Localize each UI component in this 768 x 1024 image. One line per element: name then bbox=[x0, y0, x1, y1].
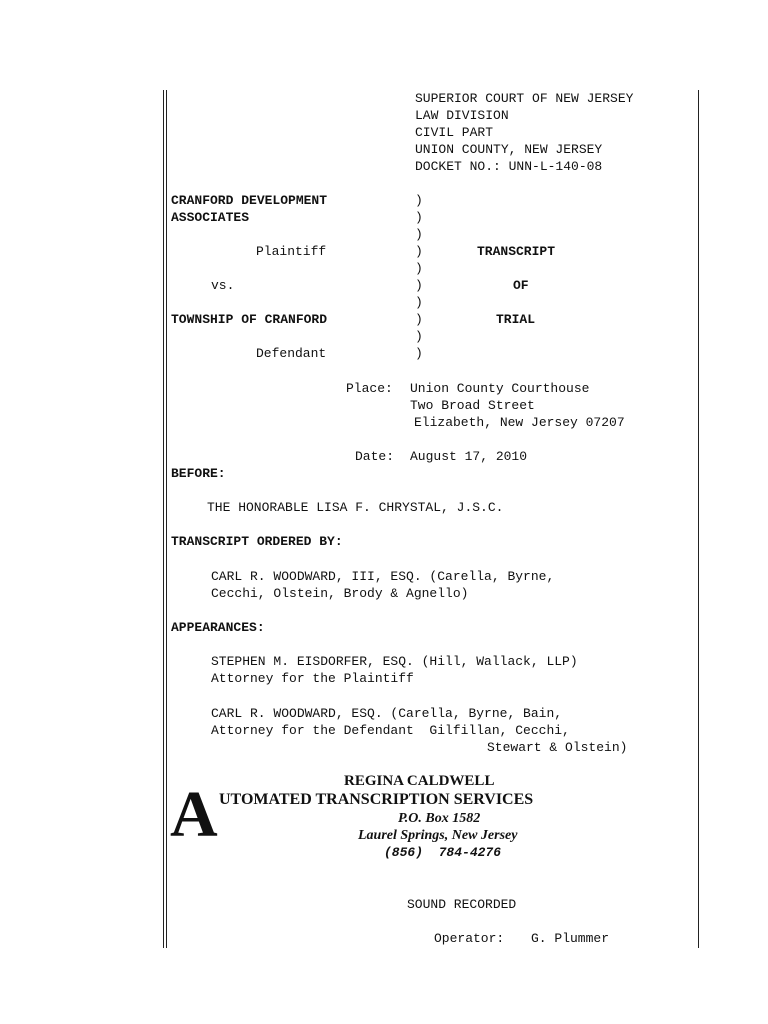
right-margin-rule bbox=[698, 90, 699, 948]
left-margin-rule-inner bbox=[166, 90, 167, 948]
defendant-role: Defendant bbox=[256, 346, 327, 361]
caption-paren: ) bbox=[415, 295, 423, 310]
place-line-1: Union County Courthouse bbox=[410, 381, 590, 396]
court-part: CIVIL PART bbox=[415, 125, 494, 140]
caption-paren: ) bbox=[415, 346, 423, 361]
caption-paren: ) bbox=[415, 312, 423, 327]
plaintiff-name-cont: ASSOCIATES bbox=[171, 210, 250, 225]
ordered-line-1: CARL R. WOODWARD, III, ESQ. (Carella, Byrne, bbox=[211, 569, 555, 584]
docket-number: DOCKET NO.: UNN-L-140-08 bbox=[415, 159, 603, 174]
caption-paren: ) bbox=[415, 261, 423, 276]
plaintiff-role: Plaintiff bbox=[256, 244, 327, 259]
agency-pobox: P.O. Box 1582 bbox=[398, 811, 481, 826]
court-division: LAW DIVISION bbox=[415, 108, 509, 123]
place-label: Place: bbox=[346, 381, 393, 396]
ordered-heading: TRANSCRIPT ORDERED BY: bbox=[171, 534, 343, 549]
before-heading: BEFORE: bbox=[171, 466, 226, 481]
caption-paren: ) bbox=[415, 227, 423, 242]
court-name: SUPERIOR COURT OF NEW JERSEY bbox=[415, 91, 634, 106]
agency-title: UTOMATED TRANSCRIPTION SERVICES bbox=[219, 791, 534, 808]
appearance-defendant-line-1: CARL R. WOODWARD, ESQ. (Carella, Byrne, Bain, bbox=[211, 706, 563, 721]
date-label: Date: bbox=[355, 449, 395, 464]
defendant-name: TOWNSHIP OF CRANFORD bbox=[171, 312, 328, 327]
agency-city: Laurel Springs, New Jersey bbox=[358, 828, 518, 843]
appearance-defendant-line-3: Stewart & Olstein) bbox=[487, 740, 628, 755]
date-value: August 17, 2010 bbox=[410, 449, 528, 464]
sound-recorded: SOUND RECORDED bbox=[407, 897, 517, 912]
left-margin-rule-outer bbox=[163, 90, 164, 948]
ordered-line-2: Cecchi, Olstein, Brody & Agnello) bbox=[211, 586, 469, 601]
appearance-plaintiff-line-1: STEPHEN M. EISDORFER, ESQ. (Hill, Wallack, LLP) bbox=[211, 654, 578, 669]
caption-paren: ) bbox=[415, 278, 423, 293]
appearance-defendant-line-2: Attorney for the Defendant Gilfillan, Cecchi, bbox=[211, 723, 570, 738]
agency-phone: (856) 784-4276 bbox=[384, 845, 502, 860]
agency-owner: REGINA CALDWELL bbox=[344, 773, 495, 789]
appearances-heading: APPEARANCES: bbox=[171, 620, 265, 635]
place-line-2: Two Broad Street bbox=[410, 398, 535, 413]
operator-name: G. Plummer bbox=[531, 931, 610, 946]
place-line-3: Elizabeth, New Jersey 07207 bbox=[414, 415, 625, 430]
operator-label: Operator: bbox=[434, 931, 505, 946]
versus: vs. bbox=[211, 278, 235, 293]
caption-paren: ) bbox=[415, 244, 423, 259]
title-transcript: TRANSCRIPT bbox=[477, 244, 556, 259]
title-trial: TRIAL bbox=[496, 312, 536, 327]
agency-logo-letter: A bbox=[170, 778, 218, 851]
court-county: UNION COUNTY, NEW JERSEY bbox=[415, 142, 603, 157]
judge-name: THE HONORABLE LISA F. CHRYSTAL, J.S.C. bbox=[207, 500, 504, 515]
title-of: OF bbox=[513, 278, 529, 293]
caption-paren: ) bbox=[415, 329, 423, 344]
plaintiff-name: CRANFORD DEVELOPMENT bbox=[171, 193, 328, 208]
appearance-plaintiff-line-2: Attorney for the Plaintiff bbox=[211, 671, 414, 686]
caption-paren: ) bbox=[415, 210, 423, 225]
caption-paren: ) bbox=[415, 193, 423, 208]
